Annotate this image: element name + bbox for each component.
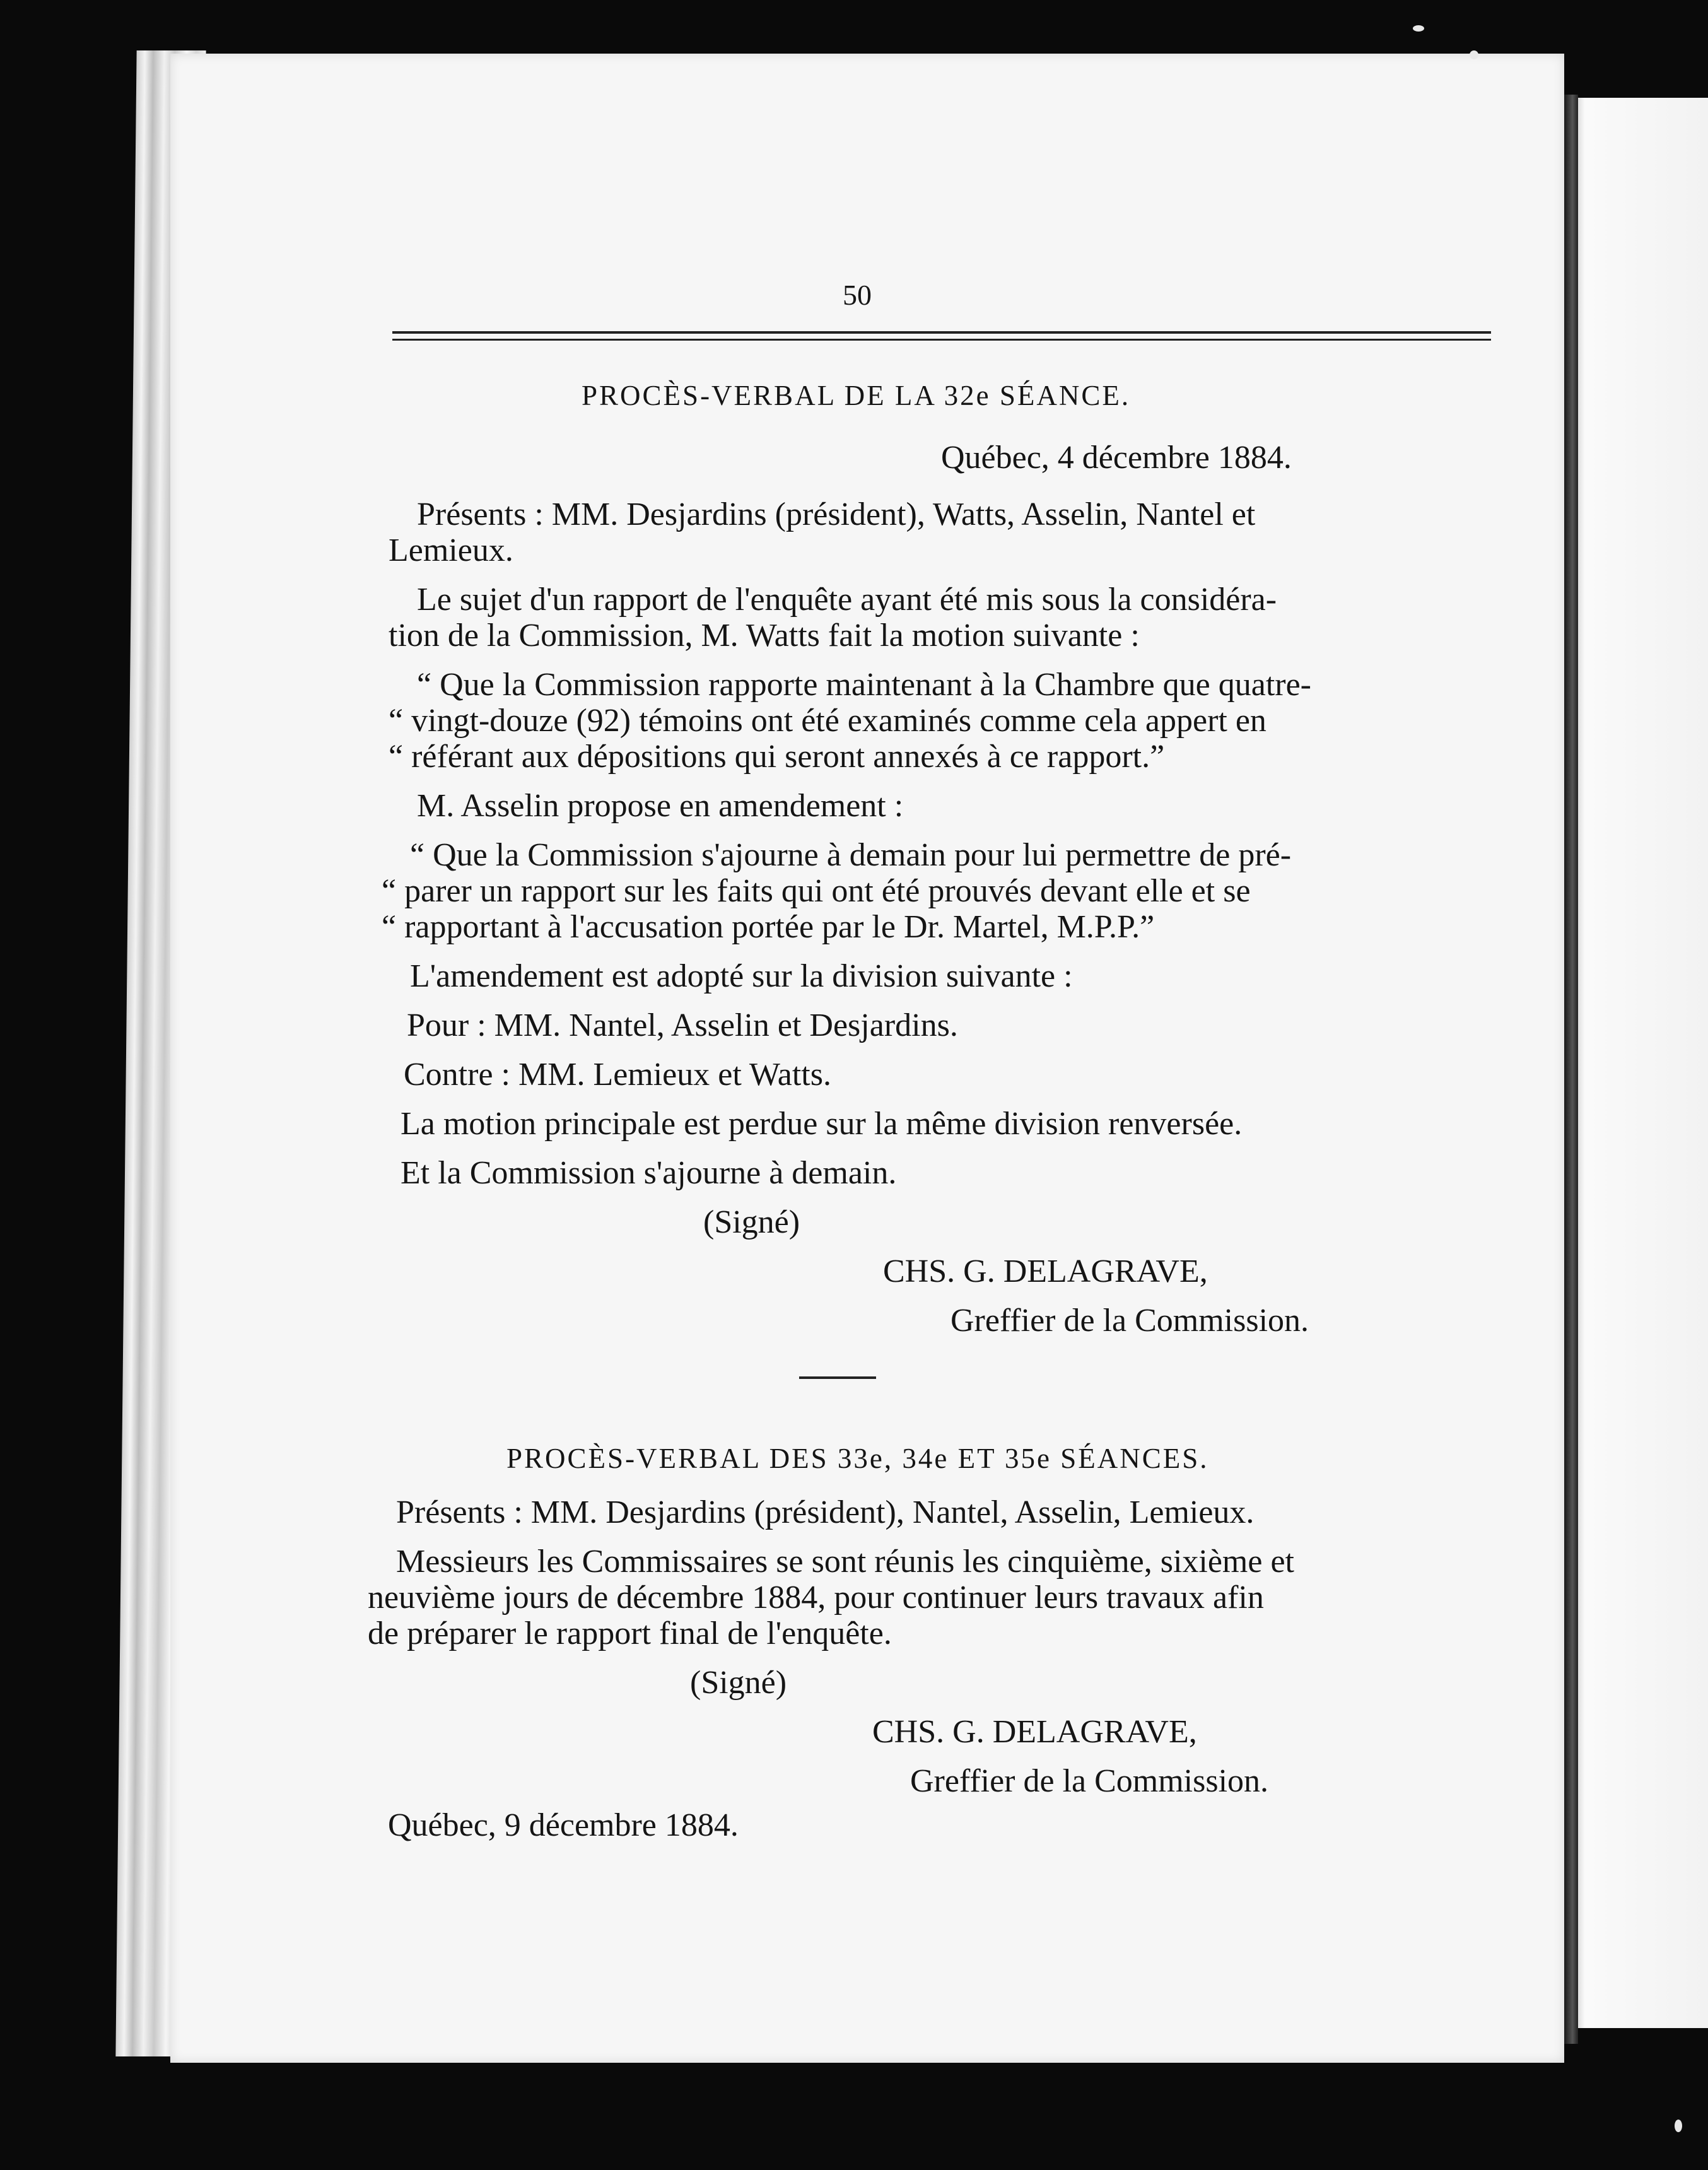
scan-speck xyxy=(1675,2120,1682,2132)
adjourn-line: Et la Commission s'ajourne à demain. xyxy=(401,1155,897,1191)
seance-32-place-date: Québec, 4 décembre 1884. xyxy=(941,440,1292,476)
header-rule-top xyxy=(392,331,1491,334)
book-page xyxy=(170,54,1564,2063)
signatory-name: CHS. G. DELAGRAVE, xyxy=(872,1714,1197,1750)
motion-quote-line: “ Que la Commission rapporte maintenant à la Chambre que quatre- xyxy=(417,667,1311,703)
amendment-quote-line: “ rapportant à l'accusation portée par le Dr. Martel, M.P.P.” xyxy=(382,909,1155,945)
amendment-adopted-line: L'amendement est adopté sur la division suivante : xyxy=(410,958,1073,994)
seance-33-35-paragraph-line: neuvième jours de décembre 1884, pour continuer leurs travaux afin xyxy=(368,1580,1264,1616)
seance-33-35-presents-line: Présents : MM. Desjardins (président), Nantel, Asselin, Lemieux. xyxy=(396,1494,1255,1530)
motion-lost-line: La motion principale est perdue sur la même division renversée. xyxy=(401,1106,1243,1142)
motion-quote-line: “ vingt-douze (92) témoins ont été examinés comme cela appert en xyxy=(389,703,1266,739)
facing-page-edge xyxy=(1577,98,1708,2028)
signed-label: (Signé) xyxy=(690,1665,787,1701)
seance-32-paragraph-line: tion de la Commission, M. Watts fait la motion suivante : xyxy=(389,618,1140,654)
signatory-title: Greffier de la Commission. xyxy=(951,1303,1309,1339)
seance-33-35-heading: PROCÈS-VERBAL DES 33e, 34e ET 35e SÉANCES. xyxy=(506,1443,1209,1474)
vote-pour-line: Pour : MM. Nantel, Asselin et Desjardins. xyxy=(407,1007,958,1043)
signatory-title: Greffier de la Commission. xyxy=(910,1763,1269,1799)
motion-quote-line: “ référant aux dépositions qui seront annexés à ce rapport.” xyxy=(389,739,1165,775)
section-separator xyxy=(799,1376,876,1379)
book-gutter xyxy=(1564,95,1578,2044)
seance-32-heading: PROCÈS-VERBAL DE LA 32e SÉANCE. xyxy=(582,380,1131,411)
seance-32-presents-line: Présents : MM. Desjardins (président), Watts, Asselin, Nantel et xyxy=(417,496,1256,532)
scan-speck xyxy=(1470,50,1478,59)
vote-contre-line: Contre : MM. Lemieux et Watts. xyxy=(404,1057,831,1093)
amendment-quote-line: “ parer un rapport sur les faits qui ont été prouvés devant elle et se xyxy=(382,873,1251,909)
signed-label: (Signé) xyxy=(703,1204,800,1240)
seance-32-presents-line: Lemieux. xyxy=(389,532,513,568)
signatory-name: CHS. G. DELAGRAVE, xyxy=(883,1253,1208,1289)
amendment-quote-line: “ Que la Commission s'ajourne à demain pour lui permettre de pré- xyxy=(410,837,1292,873)
seance-33-35-place-date: Québec, 9 décembre 1884. xyxy=(388,1807,739,1843)
scan-speck xyxy=(1413,25,1424,32)
page-number: 50 xyxy=(843,279,872,311)
header-rule-bottom xyxy=(392,339,1491,341)
seance-33-35-paragraph-line: de préparer le rapport final de l'enquête. xyxy=(368,1616,892,1651)
amendment-intro: M. Asselin propose en amendement : xyxy=(417,788,904,824)
seance-33-35-paragraph-line: Messieurs les Commissaires se sont réunis les cinquième, sixième et xyxy=(396,1544,1294,1580)
seance-32-paragraph-line: Le sujet d'un rapport de l'enquête ayant été mis sous la considéra- xyxy=(417,582,1277,618)
